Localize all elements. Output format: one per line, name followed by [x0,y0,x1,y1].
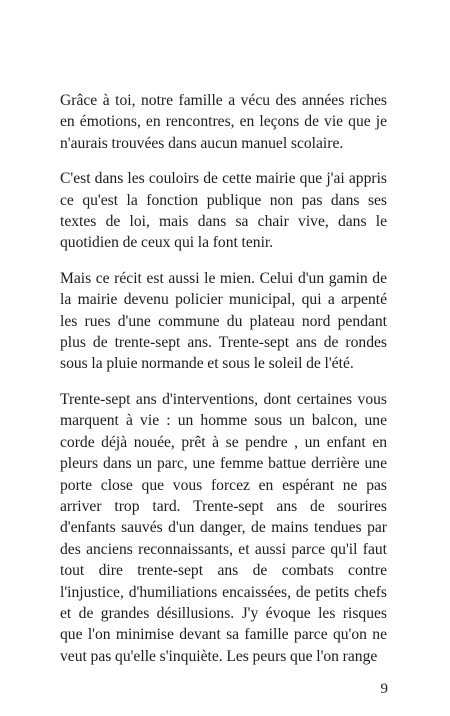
paragraph: Mais ce récit est aussi le mien. Celui d'un gamin de la mairie devenu policier municipal, qui a arpenté les rues d'une commune du plateau nord pendant plus de trente-sept ans. Trente-sept ans de rondes sous la pluie normande et sous le soleil de l'été. [60,269,387,373]
paragraph: C'est dans les couloirs de cette mairie que j'ai appris ce qu'est la fonction publique non pas dans ses textes de loi, mais dans sa chair vive, dans le quotidien de ceux qui la font tenir. [60,170,387,252]
paragraph: Grâce à toi, notre famille a vécu des années riches en émotions, en rencontres, en leçons de vie que je n'aurais trouvées dans aucun manuel scolaire. [60,92,387,152]
page-body [60,90,387,681]
page-number: 9 [380,681,388,697]
paragraph: Trente-sept ans d'interventions, dont certaines vous marquent à vie : un homme sous un balcon, une corde déjà nouée, prêt à se pendre , un enfant en pleurs dans un parc, une femme battue derrière une porte close que vous forcez en espérant ne pas arriver trop tard. Trente-sept ans de sourires d'enfants sauvés d'un danger, de mains tendues par des anciens reconnaissants, et aussi parce qu'il faut tout dire trente-sept ans de combats contre l'injustice, d'humiliations encaissées, de petits chefs et de grandes désillusions. J'y évoque les risques que l'on minimise devant sa famille parce qu'on ne veut pas qu'elle s'inquiète. Les peurs que l'on range [60,390,387,665]
